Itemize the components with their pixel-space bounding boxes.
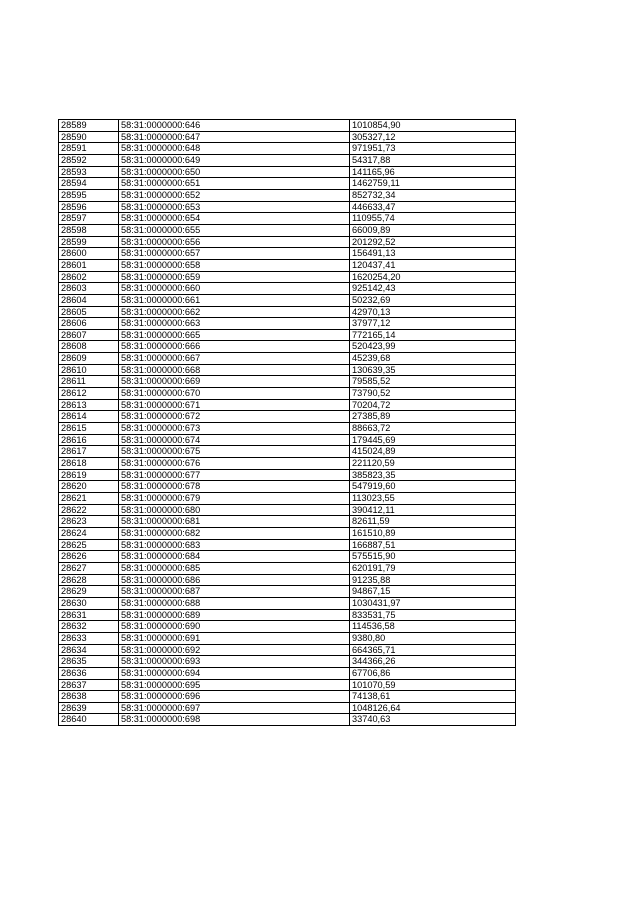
cadastral-number-cell: 58:31:0000000:691 [119,632,350,644]
cadastral-number-cell: 58:31:0000000:665 [119,329,350,341]
cadastral-number-cell: 58:31:0000000:651 [119,178,350,190]
value-cell: 74138,61 [350,691,516,703]
table-row [59,574,516,586]
value-cell: 101070,59 [350,679,516,691]
value-cell: 70204,72 [350,399,516,411]
row-number-cell: 28614 [59,411,119,423]
cadastral-number-cell: 58:31:0000000:688 [119,597,350,609]
table-row [59,271,516,283]
table-row [59,493,516,505]
table-row [59,318,516,330]
cadastral-number-cell: 58:31:0000000:672 [119,411,350,423]
value-cell: 114536,58 [350,621,516,633]
row-number-cell: 28613 [59,399,119,411]
value-cell: 67706,86 [350,667,516,679]
row-number-cell: 28626 [59,551,119,563]
value-cell: 575515,90 [350,551,516,563]
table-row [59,597,516,609]
row-number-cell: 28632 [59,621,119,633]
cadastral-number-cell: 58:31:0000000:669 [119,376,350,388]
value-cell: 82611,59 [350,516,516,528]
value-cell: 520423,99 [350,341,516,353]
row-number-cell: 28637 [59,679,119,691]
table-row [59,224,516,236]
row-number-cell: 28624 [59,527,119,539]
value-cell: 1462759,11 [350,178,516,190]
value-cell: 179445,69 [350,434,516,446]
row-number-cell: 28638 [59,691,119,703]
cadastral-number-cell: 58:31:0000000:658 [119,259,350,271]
cadastral-number-cell: 58:31:0000000:657 [119,248,350,260]
cadastral-number-cell: 58:31:0000000:671 [119,399,350,411]
table-row [59,166,516,178]
table-row [59,178,516,190]
cadastral-number-cell: 58:31:0000000:675 [119,446,350,458]
row-number-cell: 28633 [59,632,119,644]
table-row [59,364,516,376]
value-cell: 9380,80 [350,632,516,644]
table-row [59,621,516,633]
cadastral-number-cell: 58:31:0000000:694 [119,667,350,679]
value-cell: 1620254,20 [350,271,516,283]
table-row [59,143,516,155]
cadastral-number-cell: 58:31:0000000:662 [119,306,350,318]
table-row [59,504,516,516]
row-number-cell: 28616 [59,434,119,446]
cadastral-number-cell: 58:31:0000000:668 [119,364,350,376]
cadastral-number-cell: 58:31:0000000:697 [119,702,350,714]
value-cell: 33740,63 [350,714,516,726]
cadastral-number-cell: 58:31:0000000:692 [119,644,350,656]
value-cell: 201292,52 [350,236,516,248]
cadastral-number-cell: 58:31:0000000:663 [119,318,350,330]
value-cell: 385823,35 [350,469,516,481]
value-cell: 221120,59 [350,458,516,470]
value-cell: 91235,88 [350,574,516,586]
cadastral-number-cell: 58:31:0000000:681 [119,516,350,528]
value-cell: 110955,74 [350,213,516,225]
table-row [59,189,516,201]
row-number-cell: 28625 [59,539,119,551]
table-row [59,609,516,621]
value-cell: 390412,11 [350,504,516,516]
cadastral-number-cell: 58:31:0000000:659 [119,271,350,283]
table-row [59,481,516,493]
row-number-cell: 28630 [59,597,119,609]
row-number-cell: 28596 [59,201,119,213]
table-row [59,353,516,365]
row-number-cell: 28608 [59,341,119,353]
cadastral-number-cell: 58:31:0000000:661 [119,294,350,306]
table-row [59,120,516,132]
value-cell: 620191,79 [350,562,516,574]
row-number-cell: 28610 [59,364,119,376]
value-cell: 166887,51 [350,539,516,551]
cadastral-number-cell: 58:31:0000000:666 [119,341,350,353]
value-cell: 120437,41 [350,259,516,271]
row-number-cell: 28598 [59,224,119,236]
cadastral-number-cell: 58:31:0000000:693 [119,656,350,668]
table-row [59,306,516,318]
cadastral-number-cell: 58:31:0000000:654 [119,213,350,225]
table-row [59,376,516,388]
table-row [59,341,516,353]
row-number-cell: 28640 [59,714,119,726]
row-number-cell: 28601 [59,259,119,271]
value-cell: 925142,43 [350,283,516,295]
value-cell: 73790,52 [350,388,516,400]
table-row [59,516,516,528]
row-number-cell: 28612 [59,388,119,400]
cadastral-number-cell: 58:31:0000000:650 [119,166,350,178]
table-row [59,644,516,656]
table-row [59,702,516,714]
cadastral-number-cell: 58:31:0000000:647 [119,131,350,143]
value-cell: 113023,55 [350,493,516,505]
cadastral-number-cell: 58:31:0000000:683 [119,539,350,551]
data-table [58,119,516,726]
value-cell: 130639,35 [350,364,516,376]
table-row [59,691,516,703]
value-cell: 94867,15 [350,586,516,598]
value-cell: 1048126,64 [350,702,516,714]
cadastral-number-cell: 58:31:0000000:679 [119,493,350,505]
table-row [59,294,516,306]
cadastral-number-cell: 58:31:0000000:676 [119,458,350,470]
cadastral-number-cell: 58:31:0000000:684 [119,551,350,563]
value-cell: 88663,72 [350,423,516,435]
value-cell: 50232,69 [350,294,516,306]
row-number-cell: 28604 [59,294,119,306]
value-cell: 141165,96 [350,166,516,178]
cadastral-number-cell: 58:31:0000000:689 [119,609,350,621]
row-number-cell: 28620 [59,481,119,493]
row-number-cell: 28590 [59,131,119,143]
value-cell: 664365,71 [350,644,516,656]
table-row [59,259,516,271]
value-cell: 156491,13 [350,248,516,260]
row-number-cell: 28621 [59,493,119,505]
value-cell: 27385,89 [350,411,516,423]
row-number-cell: 28623 [59,516,119,528]
row-number-cell: 28619 [59,469,119,481]
cadastral-number-cell: 58:31:0000000:646 [119,120,350,132]
row-number-cell: 28634 [59,644,119,656]
table-row [59,527,516,539]
value-cell: 833531,75 [350,609,516,621]
value-cell: 79585,52 [350,376,516,388]
cadastral-number-cell: 58:31:0000000:686 [119,574,350,586]
cadastral-number-cell: 58:31:0000000:696 [119,691,350,703]
table-row [59,388,516,400]
cadastral-number-cell: 58:31:0000000:649 [119,154,350,166]
cadastral-number-cell: 58:31:0000000:667 [119,353,350,365]
cadastral-number-cell: 58:31:0000000:655 [119,224,350,236]
table-row [59,539,516,551]
row-number-cell: 28589 [59,120,119,132]
table-row [59,248,516,260]
cadastral-number-cell: 58:31:0000000:674 [119,434,350,446]
value-cell: 446633,47 [350,201,516,213]
row-number-cell: 28639 [59,702,119,714]
table-body [59,120,516,726]
cadastral-number-cell: 58:31:0000000:695 [119,679,350,691]
row-number-cell: 28600 [59,248,119,260]
table-row [59,446,516,458]
table-row [59,551,516,563]
table-row [59,469,516,481]
value-cell: 45239,68 [350,353,516,365]
table-row [59,423,516,435]
cadastral-number-cell: 58:31:0000000:682 [119,527,350,539]
row-number-cell: 28611 [59,376,119,388]
cadastral-number-cell: 58:31:0000000:678 [119,481,350,493]
row-number-cell: 28591 [59,143,119,155]
cadastral-number-cell: 58:31:0000000:698 [119,714,350,726]
value-cell: 852732,34 [350,189,516,201]
table-row [59,632,516,644]
row-number-cell: 28592 [59,154,119,166]
cadastral-number-cell: 58:31:0000000:685 [119,562,350,574]
value-cell: 344366,26 [350,656,516,668]
cadastral-number-cell: 58:31:0000000:690 [119,621,350,633]
table-row [59,586,516,598]
table-row [59,434,516,446]
table-row [59,283,516,295]
value-cell: 415024,89 [350,446,516,458]
table-row [59,329,516,341]
row-number-cell: 28615 [59,423,119,435]
cadastral-number-cell: 58:31:0000000:660 [119,283,350,295]
row-number-cell: 28606 [59,318,119,330]
table-row [59,714,516,726]
row-number-cell: 28627 [59,562,119,574]
table-row [59,201,516,213]
row-number-cell: 28609 [59,353,119,365]
value-cell: 54317,88 [350,154,516,166]
value-cell: 161510,89 [350,527,516,539]
row-number-cell: 28636 [59,667,119,679]
cadastral-number-cell: 58:31:0000000:673 [119,423,350,435]
row-number-cell: 28635 [59,656,119,668]
row-number-cell: 28594 [59,178,119,190]
cadastral-number-cell: 58:31:0000000:687 [119,586,350,598]
row-number-cell: 28607 [59,329,119,341]
value-cell: 37977,12 [350,318,516,330]
table-row [59,154,516,166]
row-number-cell: 28605 [59,306,119,318]
table-row [59,562,516,574]
value-cell: 1030431,97 [350,597,516,609]
cadastral-number-cell: 58:31:0000000:648 [119,143,350,155]
table-row [59,679,516,691]
table-row [59,399,516,411]
cadastral-number-cell: 58:31:0000000:652 [119,189,350,201]
row-number-cell: 28629 [59,586,119,598]
cadastral-number-cell: 58:31:0000000:653 [119,201,350,213]
cadastral-number-cell: 58:31:0000000:677 [119,469,350,481]
cadastral-number-cell: 58:31:0000000:670 [119,388,350,400]
table-row [59,458,516,470]
value-cell: 305327,12 [350,131,516,143]
cadastral-number-cell: 58:31:0000000:680 [119,504,350,516]
value-cell: 1010854,90 [350,120,516,132]
table-row [59,656,516,668]
cadastral-number-cell: 58:31:0000000:656 [119,236,350,248]
table-row [59,213,516,225]
value-cell: 66009,89 [350,224,516,236]
row-number-cell: 28595 [59,189,119,201]
row-number-cell: 28617 [59,446,119,458]
value-cell: 547919,60 [350,481,516,493]
table-row [59,236,516,248]
row-number-cell: 28603 [59,283,119,295]
row-number-cell: 28628 [59,574,119,586]
row-number-cell: 28597 [59,213,119,225]
value-cell: 971951,73 [350,143,516,155]
row-number-cell: 28599 [59,236,119,248]
row-number-cell: 28618 [59,458,119,470]
row-number-cell: 28593 [59,166,119,178]
table-row [59,131,516,143]
table-row [59,667,516,679]
row-number-cell: 28622 [59,504,119,516]
table-row [59,411,516,423]
row-number-cell: 28602 [59,271,119,283]
value-cell: 772165,14 [350,329,516,341]
row-number-cell: 28631 [59,609,119,621]
value-cell: 42970,13 [350,306,516,318]
